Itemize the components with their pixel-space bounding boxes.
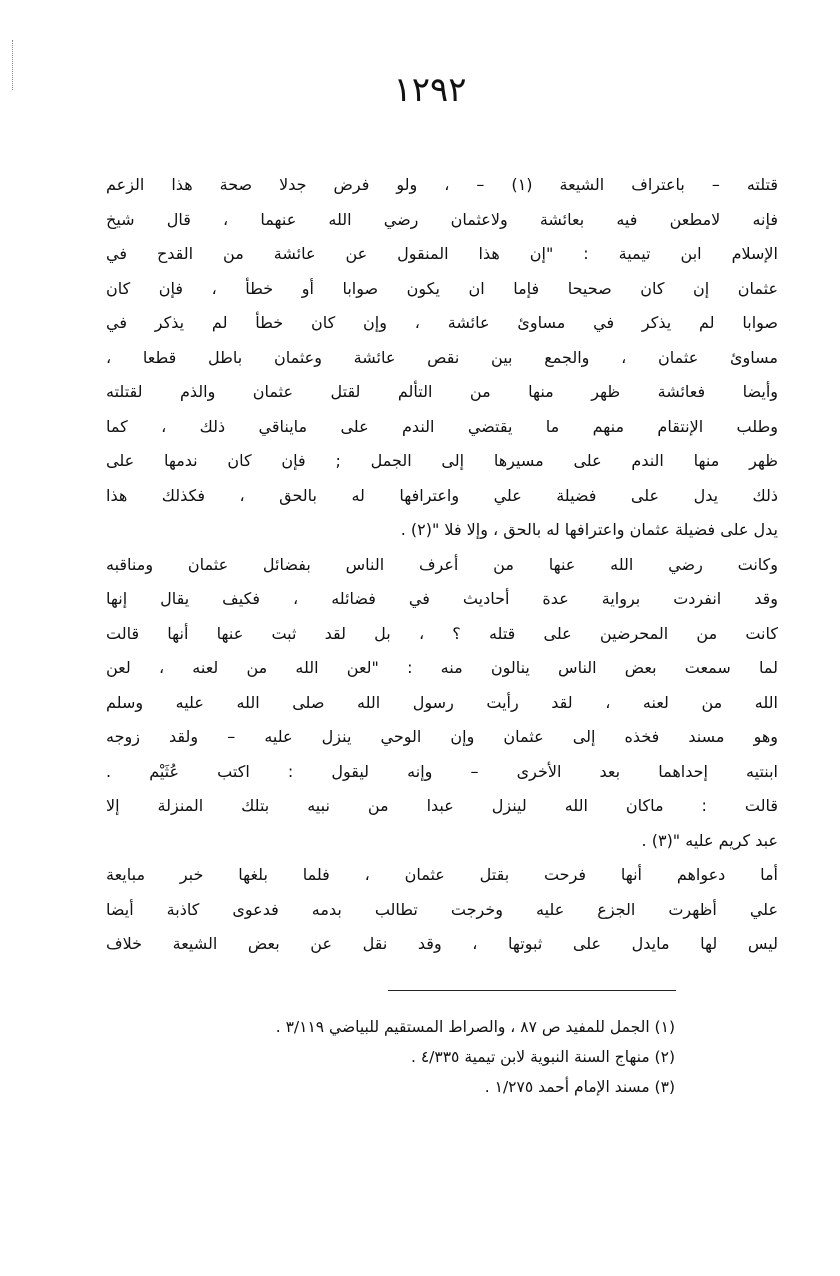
footnote-separator xyxy=(388,990,676,991)
text-line: قالت : ماكان الله لينزل عبدا من نبيه بتلك المنزلة إلا xyxy=(106,796,778,815)
margin-dots xyxy=(12,40,15,90)
text-line: وهو مسند فخذه إلى عثمان وإن الوحي ينزل عليه – ولقد زوجه xyxy=(106,727,778,746)
footnote: (٢) منهاج السنة النبوية لابن تيمية ٤/٣٣٥ . xyxy=(411,1048,675,1066)
page-number: ١٢٩٢ xyxy=(393,70,467,110)
text-line: الإسلام ابن تيمية : "إن هذا المنقول عن عائشة من القدح في xyxy=(106,244,778,263)
text-line: وطلب الإنتقام منهم ما يقتضي الندم على مايناقي ذلك ، كما xyxy=(106,416,778,436)
text-line: وكانت رضي الله عنها من أعرف الناس بفضائل عثمان ومناقبه xyxy=(106,554,778,574)
text-line: وأيضا فعائشة ظهر منها من التألم لقتل عثمان والذم لقتلته xyxy=(106,382,778,401)
text-line: ذلك يدل على فضيلة علي واعترافها له بالحق ، فكذلك هذا xyxy=(106,485,778,505)
text-line: أما دعواهم أنها فرحت بقتل عثمان ، فلما بلغها خبر مبايعة xyxy=(106,865,778,884)
text-line: وقد انفردت برواية عدة أحاديث في فضائله ، فكيف يقال إنها xyxy=(106,589,778,608)
text-line: فإنه لامطعن فيه بعائشة ولاعثمان رضي الله عنهما ، قال شيخ xyxy=(106,209,778,229)
text-line: عبد كريم عليه "(٣) . xyxy=(641,830,778,850)
text-line: الله من لعنه ، لقد رأيت رسول الله صلى الله عليه وسلم xyxy=(106,692,778,712)
text-line: كانت من المحرضين على قتله ؟ ، بل لقد ثبت عنها أنها قالت xyxy=(106,623,778,643)
text-line: عثمان إن كان صحيحا فإما ان يكون صوابا أو خطأ ، فإن كان xyxy=(106,278,778,298)
text-line: ليس لها مايدل على ثبوتها ، وقد نقل عن بعض الشيعة خلاف xyxy=(106,934,778,953)
text-line: مساوئ عثمان ، والجمع بين نقص عائشة وعثمان باطل قطعا ، xyxy=(106,347,778,367)
text-line: ابنتيه إحداهما بعد الأخرى – وإنه ليقول : اكتب عُثَيْم . xyxy=(106,761,778,781)
text-line: ظهر منها الندم على مسيرها إلى الجمل ; فإن كان ندمها على xyxy=(106,451,778,470)
footnote: (١) الجمل للمفيد ص ٨٧ ، والصراط المستقيم للبياضي ٣/١١٩ . xyxy=(275,1018,675,1036)
text-line: قتلته – باعتراف الشيعة (١) – ، ولو فرض جدلا صحة هذا الزعم xyxy=(106,175,778,194)
footnote: (٣) مسند الإمام أحمد ١/٢٧٥ . xyxy=(484,1078,675,1096)
footnotes xyxy=(100,1012,675,1102)
text-line: لما سمعت بعض الناس ينالون منه : "لعن الله من لعنه ، لعن xyxy=(106,658,778,677)
main-text xyxy=(106,168,778,962)
text-line: يدل على فضيلة عثمان واعترافها له بالحق ، وإلا فلا "(٢) . xyxy=(400,520,778,539)
text-line: علي أظهرت الجزع عليه وخرجت تطالب بدمه فدعوى كاذبة أيضا xyxy=(106,899,778,919)
text-line: صوابا لم يذكر في مساوئ عائشة ، وإن كان خطأ لم يذكر في xyxy=(106,313,778,332)
